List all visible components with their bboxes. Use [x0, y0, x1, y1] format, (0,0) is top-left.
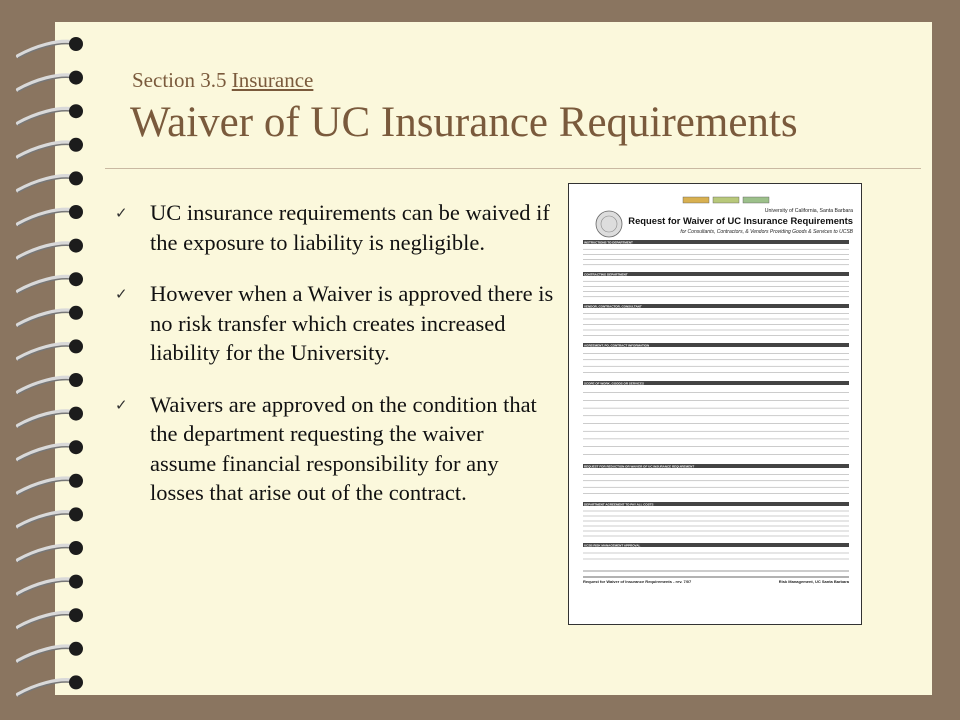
bullet-text: UC insurance requirements can be waived if the exposure to liability is negligible. — [150, 200, 550, 255]
form-section-label: REQUEST FOR REDUCTION OR WAIVER OF UC INSURANCE REQUIREMENT — [584, 464, 695, 469]
slide-title: Waiver of UC Insurance Requirements — [130, 99, 798, 146]
checkmark-icon: ✓ — [115, 395, 128, 414]
spiral-ring — [18, 407, 83, 428]
bullet-text: Waivers are approved on the condition that the department requesting the waiver assume financial responsibility for any losses that arise out of the contract. — [150, 391, 537, 505]
spiral-ring — [18, 71, 83, 92]
form-university: University of California, Santa Barbara — [764, 208, 853, 214]
spiral-ring — [18, 642, 83, 663]
checkmark-icon: ✓ — [115, 285, 128, 303]
form-section-label: INSTRUCTIONS TO DEPARTMENT — [584, 240, 633, 245]
form-section-label: DEPARTMENT AGREEMENT TO PAY ALL COSTS — [584, 502, 654, 507]
insurance-link[interactable]: Insurance — [231, 68, 314, 92]
form-footer-left: Request for Waiver of Insurance Requirements - rev. 7/07 — [583, 579, 692, 584]
form-button-icon — [743, 197, 769, 203]
bullet-item — [115, 198, 555, 257]
waiver-form-image — [568, 183, 862, 625]
spiral-ring — [18, 675, 83, 696]
uc-seal-icon — [596, 211, 622, 237]
bullet-list — [115, 198, 555, 530]
spiral-ring — [18, 239, 83, 260]
form-footer-right: Risk Management, UC Santa Barbara — [778, 579, 849, 584]
form-section-label: VENDOR, CONTRACTOR, CONSULTANT — [584, 304, 642, 309]
spiral-ring — [18, 37, 83, 58]
form-section-label: CONTRACTING DEPARTMENT — [584, 272, 628, 277]
spiral-ring — [18, 440, 83, 461]
spiral-ring — [18, 171, 83, 192]
bullet-text: However when a Waiver is approved there is no risk transfer which creates increased liability for the University. — [150, 281, 554, 365]
bullet-item — [115, 279, 555, 368]
bullet-item — [115, 390, 555, 508]
spiral-ring — [18, 272, 83, 293]
section-prefix: Section 3.5 — [132, 68, 232, 92]
spiral-ring — [18, 541, 83, 562]
section-heading — [132, 68, 313, 93]
checkmark-icon: ✓ — [115, 204, 128, 222]
form-section-label: SCOPE OF WORK, GOODS OR SERVICES — [584, 381, 644, 386]
spiral-ring — [18, 507, 83, 528]
form-title: Request for Waiver of UC Insurance Requirements — [628, 215, 853, 226]
form-section-label: AGREEMENT, PO, CONTRACT INFORMATION — [584, 343, 650, 348]
spiral-ring — [18, 608, 83, 629]
spiral-ring — [18, 104, 83, 125]
title-divider — [105, 168, 921, 169]
form-button-icon — [683, 197, 709, 203]
spiral-ring — [18, 575, 83, 596]
form-subtitle: for Consultants, Contractors, & Vendors Providing Goods & Services to UCSB — [680, 229, 853, 235]
form-button-icon — [713, 197, 739, 203]
spiral-binding — [0, 0, 110, 720]
spiral-ring — [18, 306, 83, 327]
spiral-ring — [18, 474, 83, 495]
spiral-ring — [18, 138, 83, 159]
form-section-label: UCSB RISK MANAGEMENT APPROVAL — [584, 543, 641, 548]
spiral-ring — [18, 339, 83, 360]
spiral-ring — [18, 205, 83, 226]
spiral-ring — [18, 373, 83, 394]
